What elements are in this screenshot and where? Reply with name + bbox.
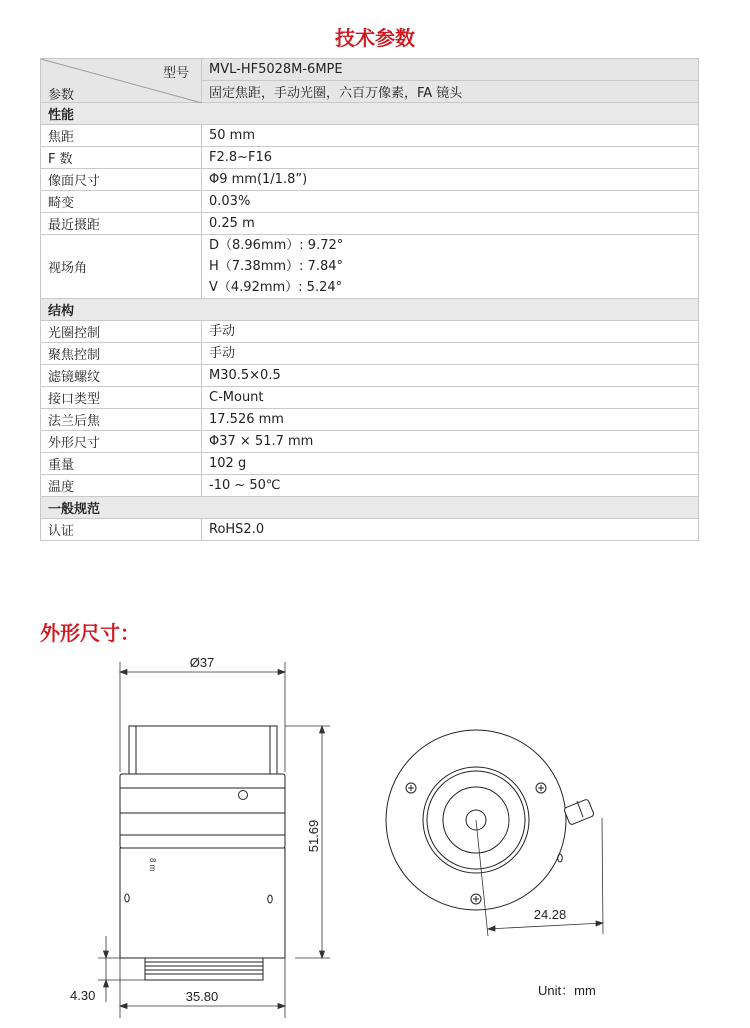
- lens-front-view: [386, 730, 594, 910]
- table-row: [41, 453, 699, 475]
- row-value-line: M30.5×0.5: [209, 368, 281, 383]
- knob-icon: [564, 799, 595, 825]
- section-title: 一般规范: [41, 497, 699, 519]
- dimension-drawing: [0, 640, 750, 1028]
- row-label: 聚焦控制: [41, 343, 202, 365]
- row-label: F 数: [41, 147, 202, 169]
- row-value: [202, 343, 699, 365]
- row-value-line: D（8.96mm）: 9.72°: [209, 238, 344, 253]
- row-value-line: Φ37 × 51.7 mm: [209, 434, 314, 449]
- header-diagonal-cell: [41, 59, 202, 103]
- row-label: 畸变: [41, 191, 202, 213]
- param-value: 固定焦距，手动光圈，六百万像素，FA 镜头: [202, 81, 699, 103]
- row-label: 滤镜螺纹: [41, 365, 202, 387]
- table-row: [41, 235, 699, 299]
- row-value-line: -10 ~ 50℃: [209, 478, 281, 493]
- row-value: [202, 125, 699, 147]
- table-row: [41, 213, 699, 235]
- table-row: [41, 343, 699, 365]
- row-label: 重量: [41, 453, 202, 475]
- screw-icon: [471, 894, 481, 904]
- flange-label: 4.30: [70, 988, 96, 1003]
- unit-label: Unit：mm: [538, 983, 596, 998]
- row-value: [202, 365, 699, 387]
- row-label: 视场角: [41, 235, 202, 299]
- table-row: [41, 409, 699, 431]
- side-marks: 8 m: [148, 858, 157, 872]
- row-label: 温度: [41, 475, 202, 497]
- model-value: MVL-HF5028M-6MPE: [202, 59, 699, 81]
- row-value-line: V（4.92mm）: 5.24°: [209, 280, 343, 295]
- spec-table: [40, 58, 699, 541]
- row-value: [202, 475, 699, 497]
- row-value: [202, 213, 699, 235]
- row-value-line: 0.25 m: [209, 216, 255, 231]
- section-title: 结构: [41, 299, 699, 321]
- row-label: 接口类型: [41, 387, 202, 409]
- row-value: [202, 387, 699, 409]
- row-value-line: 手动: [209, 346, 236, 361]
- table-row: [41, 147, 699, 169]
- row-value-line: 手动: [209, 324, 236, 339]
- section-title: 性能: [41, 103, 699, 125]
- row-label: 像面尺寸: [41, 169, 202, 191]
- length-label: 51.69: [306, 819, 321, 853]
- table-row: [41, 475, 699, 497]
- diameter-label: Ø37: [189, 655, 215, 670]
- lens-side-view: [120, 726, 285, 980]
- dimensions-heading: 外形尺寸：: [40, 621, 140, 645]
- row-label: 焦距: [41, 125, 202, 147]
- table-row: [41, 519, 699, 541]
- row-label: 最近摄距: [41, 213, 202, 235]
- row-value-line: 0.03%: [209, 194, 251, 209]
- table-row: [41, 387, 699, 409]
- model-label: 型号: [162, 66, 189, 81]
- row-label: 光圈控制: [41, 321, 202, 343]
- row-value: [202, 169, 699, 191]
- row-value-line: F2.8~F16: [209, 150, 273, 165]
- row-value-line: C-Mount: [209, 390, 264, 405]
- row-label: 法兰后焦: [41, 409, 202, 431]
- row-value: [202, 431, 699, 453]
- row-label: 外形尺寸: [41, 431, 202, 453]
- row-value-line: RoHS2.0: [209, 522, 265, 537]
- row-value: [202, 147, 699, 169]
- table-header-row-model: [41, 59, 699, 81]
- page-title: 技术参数: [335, 26, 415, 50]
- row-value: [202, 409, 699, 431]
- body-length-label: 35.80: [185, 989, 219, 1004]
- table-row: [41, 125, 699, 147]
- row-value-line: 102 g: [209, 456, 247, 471]
- row-value-line: Φ9 mm(1/1.8”): [209, 172, 308, 187]
- section-header-row: [41, 103, 699, 125]
- row-label: 认证: [41, 519, 202, 541]
- table-row: [41, 191, 699, 213]
- knob-offset-label: 24.28: [533, 907, 567, 922]
- table-row: [41, 365, 699, 387]
- row-value: [202, 191, 699, 213]
- section-header-row: [41, 299, 699, 321]
- row-value-line: 50 mm: [209, 128, 256, 143]
- table-row: [41, 169, 699, 191]
- table-row: [41, 321, 699, 343]
- section-header-row: [41, 497, 699, 519]
- screw-icon: [536, 783, 546, 793]
- screw-icon: [406, 783, 416, 793]
- row-value: [202, 519, 699, 541]
- row-value-line: H（7.38mm）: 7.84°: [209, 259, 344, 274]
- row-value: [202, 453, 699, 475]
- row-value: [202, 235, 699, 299]
- row-value-line: 17.526 mm: [209, 412, 284, 427]
- param-label: 参数: [48, 88, 75, 103]
- table-row: [41, 431, 699, 453]
- row-value: [202, 321, 699, 343]
